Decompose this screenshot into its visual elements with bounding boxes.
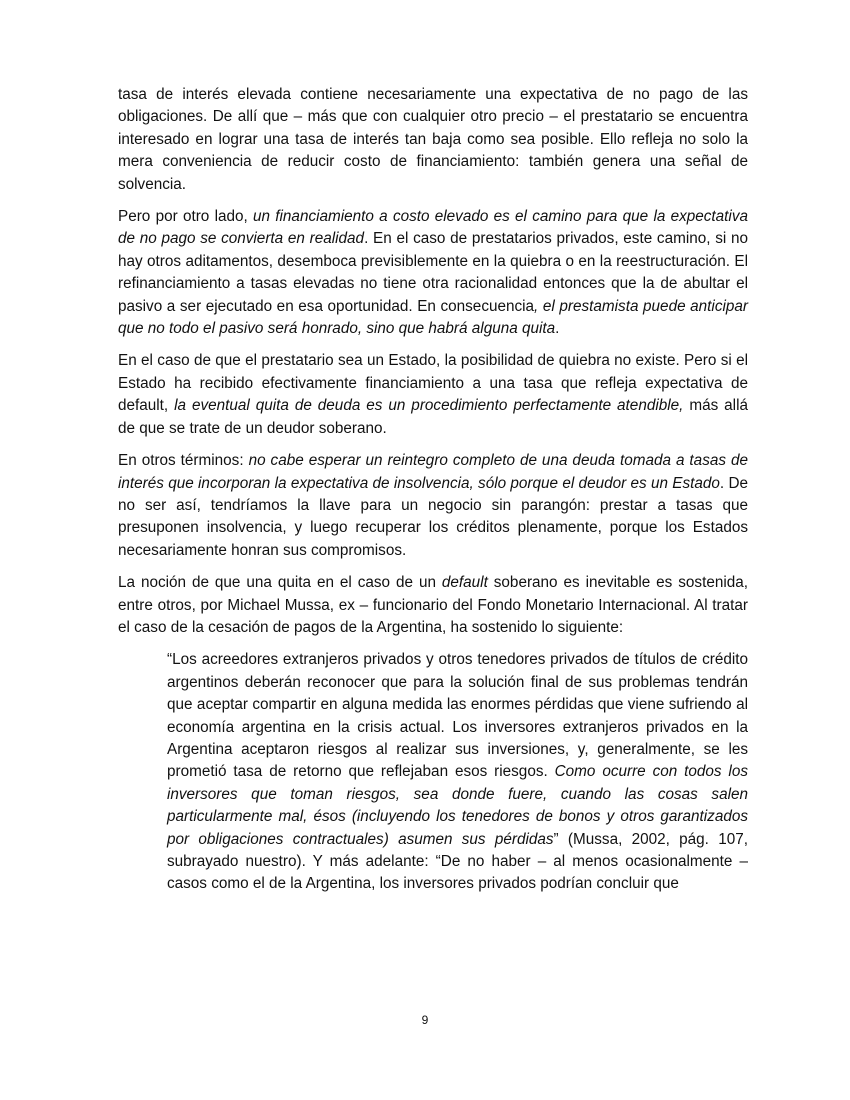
paragraph-2-text: . En el caso de prestatarios privados, este camino, si no hay otros aditamentos, desemboca previsiblemente en la quiebra o en la reestructuración. El refinanciamiento a tasas elevadas no tiene otra racionalidad entonces que la de abultar el pasivo a ser ejecutado en esa oportunidad. En consecuencia <box>118 230 748 315</box>
paragraph-2-text: Pero por otro lado, <box>118 208 253 226</box>
quote-text: ” (Mussa, 2002, pág. 107, subrayado nuestro). Y más adelante: “De no haber – al menos ocasionalmente – casos como el de la Argentina, los inversores privados podrían concluir que <box>167 830 748 893</box>
paragraph-2-italic: un financiamiento a costo elevado es el camino para que la expectativa de no pago se convierta en realidad <box>118 208 748 248</box>
page-number: 9 <box>421 1013 429 1027</box>
body-text <box>118 84 748 896</box>
paragraph-4-italic: no cabe esperar un reintegro completo de una deuda tomada a tasas de interés que incorporan la expectativa de insolvencia, sólo porque el deudor es un Estado <box>118 452 748 492</box>
quote-text: “Los acreedores extranjeros privados y otros tenedores privados de títulos de crédito argentinos deberán reconocer que para la solución final de sus problemas tendrán que aceptar compartir en alguna medida las enormes pérdidas que viene sufriendo al economía argentina en la crisis actual. Los inversores extranjeros privados en la Argentina aceptaron riesgos al realizar sus inversiones, y, generalmente, se les prometió tasa de retorno que reflejaban esos riesgos. <box>167 651 748 781</box>
paragraph-5-italic: default <box>441 574 488 592</box>
paragraph-5-text: soberano es inevitable es sostenida, entre otros, por Michael Mussa, ex – funcionario del Fondo Monetario Internacional. Al tratar el caso de la cesación de pagos de la Argentina, ha sostenido lo siguiente: <box>118 574 748 636</box>
block-quote <box>167 649 748 895</box>
paragraph-1 <box>118 84 748 196</box>
paragraph-3-italic: la eventual quita de deuda es un procedimiento perfectamente atendible, <box>174 397 684 415</box>
paragraph-5 <box>118 572 748 639</box>
paragraph-4-text: . De no ser así, tendríamos la llave para un negocio sin parangón: prestar a tasas que presuponen insolvencia, y luego recuperar los créditos plenamente, porque los Estados necesariamente honran sus compromisos. <box>118 474 748 559</box>
paragraph-5-text: La noción de que una quita en el caso de un <box>118 574 442 592</box>
paragraph-3 <box>118 350 748 440</box>
paragraph-4 <box>118 450 748 562</box>
paragraph-2-italic: , el prestamista puede anticipar que no todo el pasivo será honrado, sino que habrá alguna quita <box>118 297 748 338</box>
paragraph-1-text: tasa de interés elevada contiene necesariamente una expectativa de no pago de las obligaciones. De allí que – más que con cualquier otro precio – el prestatario se encuentra interesado en lograr una tasa de interés tan baja como sea posible. Ello refleja no solo la mera conveniencia de reducir costo de financiamiento: también genera una señal de solvencia. <box>118 86 748 193</box>
paragraph-2 <box>118 206 748 340</box>
paragraph-3-text: En el caso de que el prestatario sea un Estado, la posibilidad de quiebra no existe. Pero si el Estado ha recibido efectivamente financiamiento a una tasa que refleja expectativa de default, <box>118 352 748 415</box>
quote-italic: Como ocurre con todos los inversores que toman riesgos, sea donde fuere, cuando las cosas salen particularmente mal, ésos (incluyendo los tenedores de bonos y otros garantizados por obligaciones contractuales) asumen sus pérdidas <box>167 763 748 848</box>
paragraph-3-text: más allá de que se trate de un deudor soberano. <box>118 397 748 437</box>
paragraph-4-text: En otros términos: <box>118 452 249 470</box>
paragraph-2-text: . <box>555 320 560 338</box>
